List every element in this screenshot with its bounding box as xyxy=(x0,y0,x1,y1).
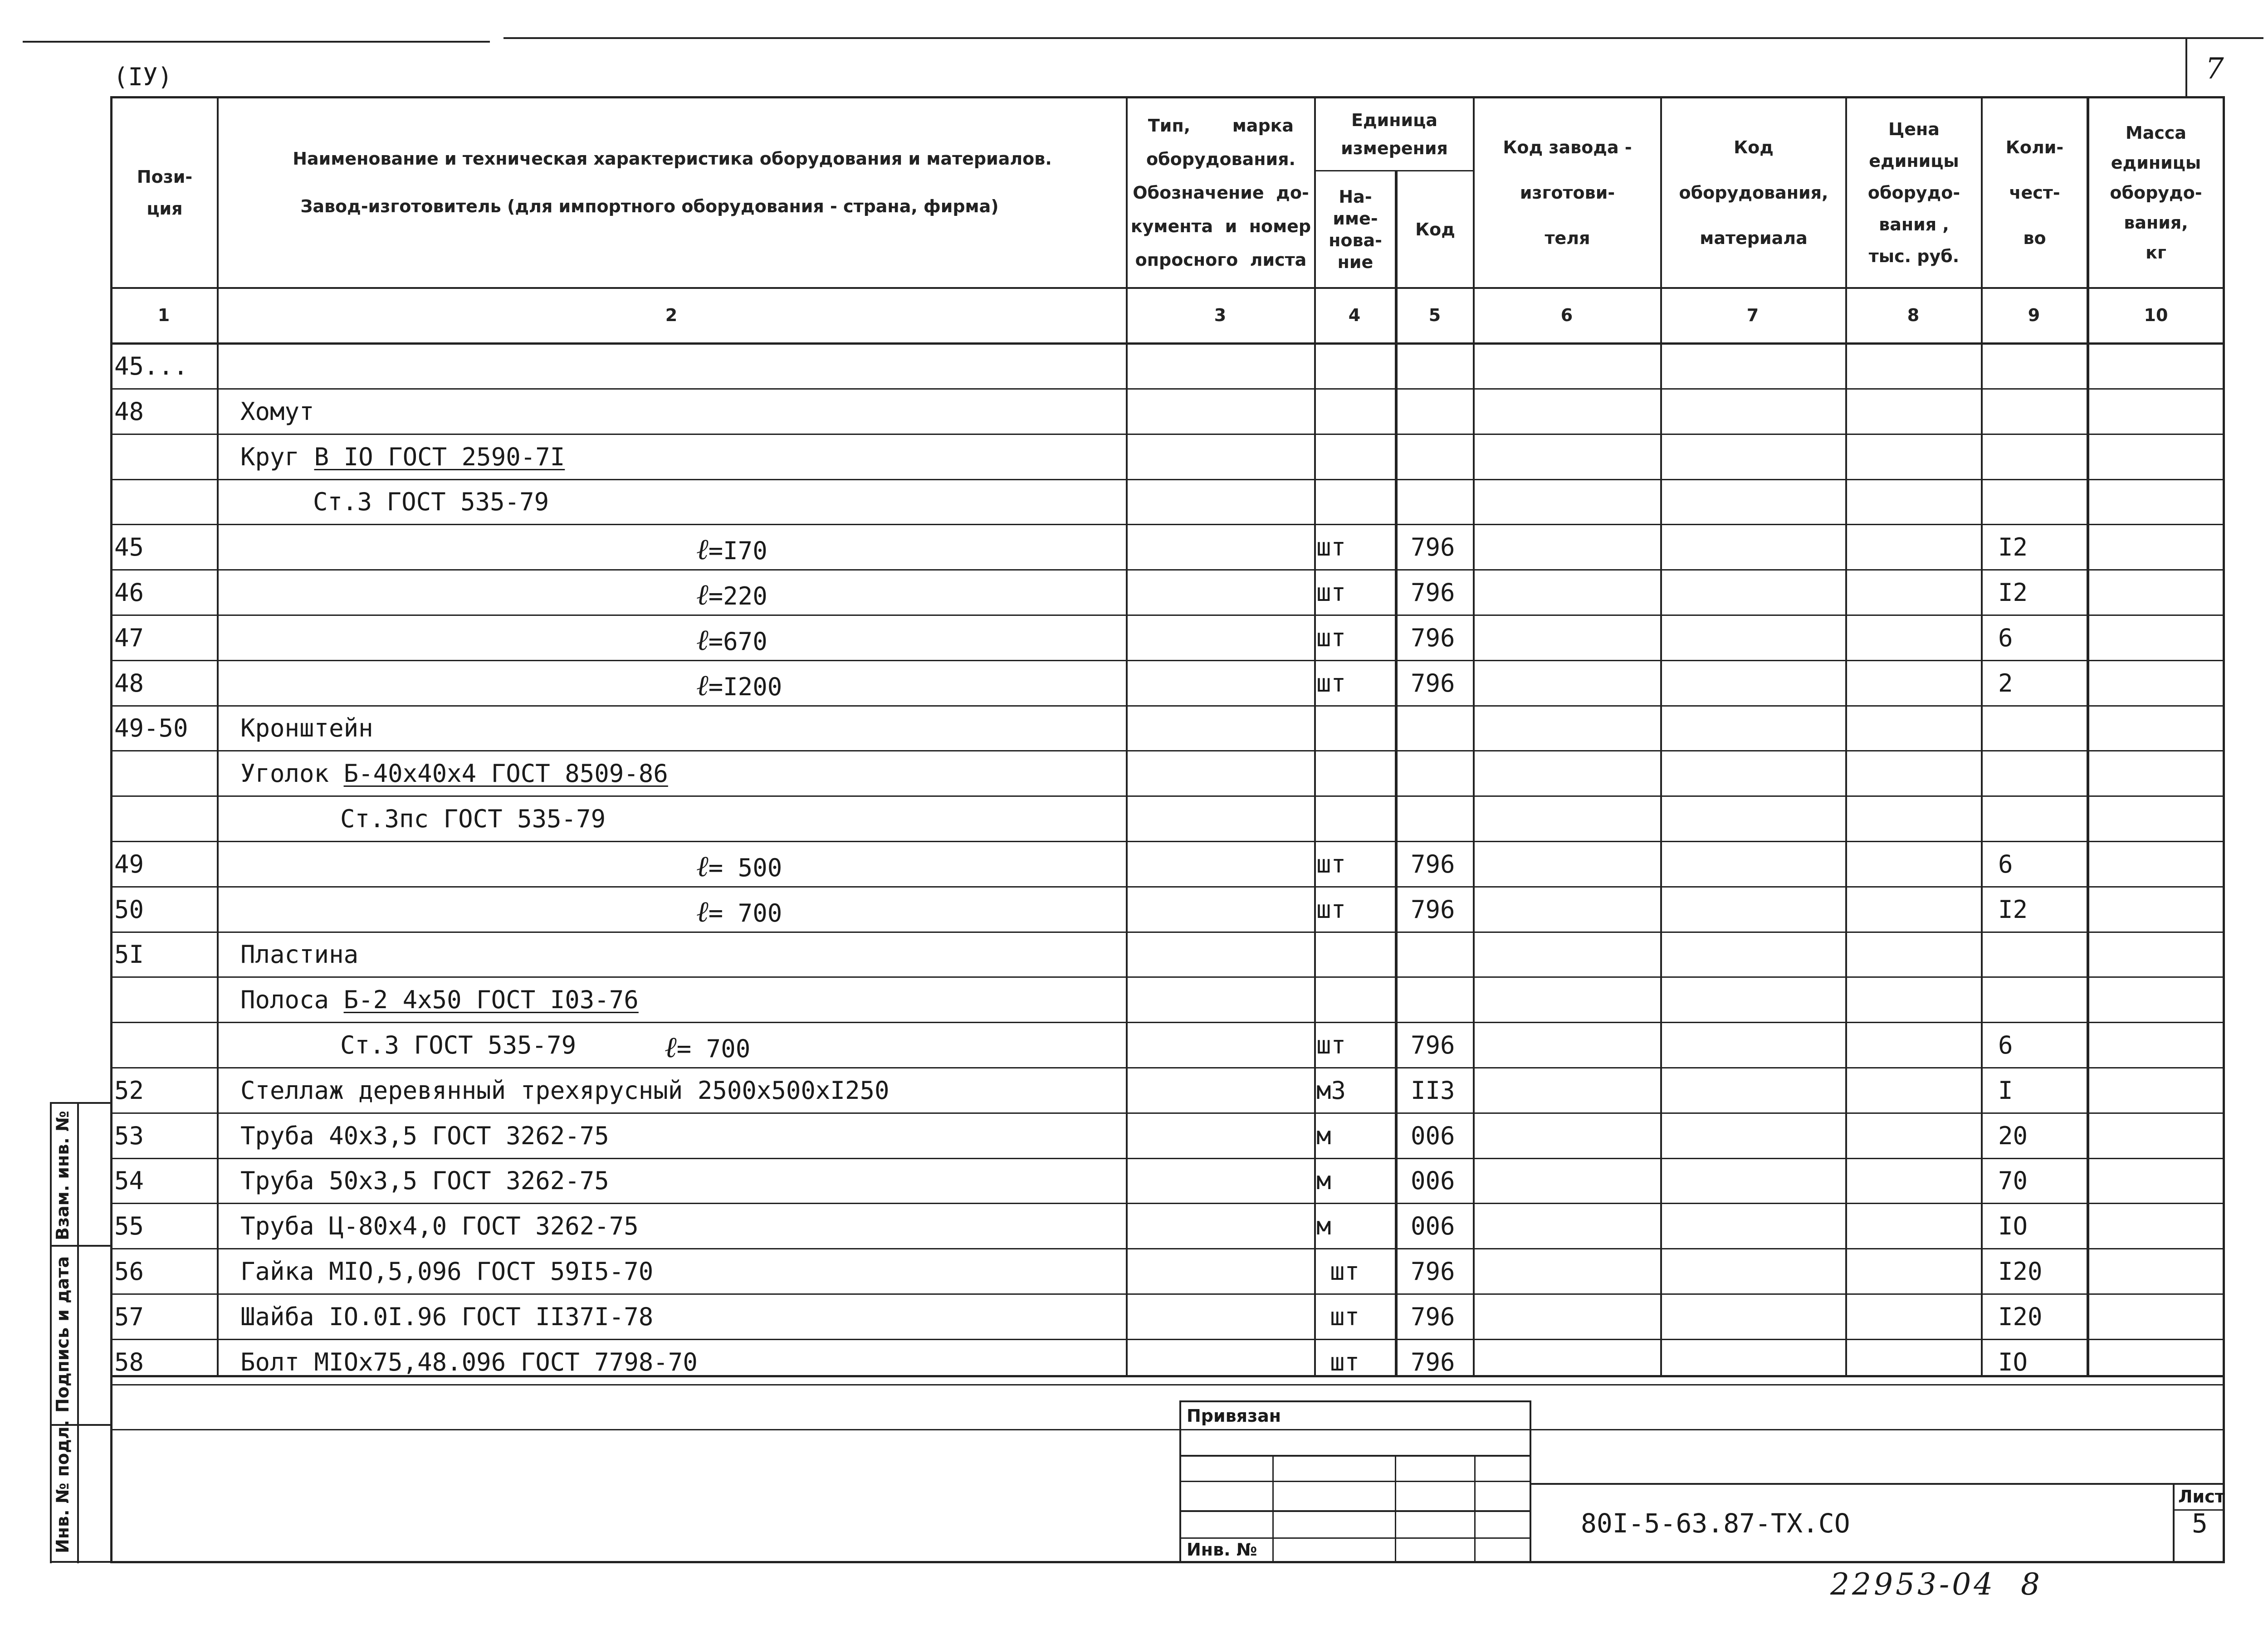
row-separator xyxy=(110,750,2225,751)
row-name-prefix: Уголок xyxy=(240,759,344,788)
row-unit-code: 796 xyxy=(1411,669,1455,697)
row-position: 45 xyxy=(114,533,144,561)
column-number-8: 8 xyxy=(1907,305,1920,325)
row-position: 46 xyxy=(114,578,144,607)
row-separator xyxy=(110,1022,2225,1023)
row-separator xyxy=(110,388,2225,390)
row-separator xyxy=(110,1429,2225,1430)
row-separator xyxy=(110,1112,2225,1114)
row-unit: шт xyxy=(1316,578,1346,607)
header-name-line2: Завод-изготовитель (для импортного оборудования - страна, фирма) xyxy=(300,196,999,216)
row-quantity: 6 xyxy=(1998,1031,2013,1059)
row-unit-code: 796 xyxy=(1411,578,1455,607)
header-type-mark: Тип, марка оборудования. Обозначение до- кумента и номер опросного листа xyxy=(1130,116,1311,270)
binding-row4 xyxy=(1179,1537,1531,1539)
row-unit: шт xyxy=(1316,669,1346,697)
header-unit-mass: Масса единицы оборудо- вания, кг xyxy=(2110,123,2202,263)
row-separator xyxy=(110,569,2225,571)
row-separator xyxy=(110,1067,2225,1068)
row-separator xyxy=(110,886,2225,888)
row-name-prefix: Полоса xyxy=(240,985,344,1014)
col-line-5 xyxy=(1473,96,1475,1376)
row-length xyxy=(696,533,767,566)
header-unit-price: Цена единицы оборудо- вания , тыс. руб. xyxy=(1867,119,1960,266)
row-quantity: IO xyxy=(1998,1212,2028,1240)
row-separator xyxy=(110,1158,2225,1159)
length-value: = 700 xyxy=(676,1034,751,1063)
row-unit-code: 796 xyxy=(1411,895,1455,924)
row-unit-code: 006 xyxy=(1411,1212,1455,1240)
col-line-7 xyxy=(1845,96,1847,1376)
side-replaced-inv: Взам. инв. № xyxy=(53,1111,73,1240)
top-rule-right xyxy=(503,37,2263,39)
row-quantity: I2 xyxy=(1998,578,2028,607)
archive-suffix: 8 xyxy=(2021,1567,2040,1602)
side-stamp-bottom xyxy=(50,1561,111,1563)
row-length xyxy=(665,1031,750,1064)
row-name xyxy=(240,985,639,1014)
row-unit-code: 796 xyxy=(1411,1031,1455,1059)
header-equipment-code: Код оборудования, материала xyxy=(1679,137,1828,248)
header-name-line1: Наименование и техническая характеристика оборудования и материалов. xyxy=(293,149,1052,169)
row-separator xyxy=(110,795,2225,797)
row-quantity: 6 xyxy=(1998,624,2013,652)
row-unit-code: II3 xyxy=(1411,1076,1455,1105)
col-line-3 xyxy=(1314,96,1316,1376)
row-name-standard: В IO ГОСТ 2590-7I xyxy=(314,443,565,471)
row-position: 52 xyxy=(114,1076,144,1105)
col-line-1 xyxy=(217,96,219,1376)
length-symbol: ℓ xyxy=(696,624,709,657)
row-name: Ст.3 ГОСТ 535-79 xyxy=(340,1031,577,1059)
col-line-4 xyxy=(1395,170,1398,1376)
row-position: 55 xyxy=(114,1212,144,1240)
row-separator xyxy=(110,1384,2225,1385)
row-separator xyxy=(110,615,2225,616)
row-separator xyxy=(110,1203,2225,1204)
header-quantity: Коли- чест- во xyxy=(2005,137,2064,248)
column-number-10: 10 xyxy=(2144,305,2168,325)
row-quantity: 70 xyxy=(1998,1166,2028,1195)
binding-row1 xyxy=(1179,1455,1531,1457)
length-symbol: ℓ xyxy=(696,533,709,566)
col-line-8 xyxy=(1981,96,1983,1376)
row-quantity: I2 xyxy=(1998,895,2028,924)
row-position: 50 xyxy=(114,895,144,924)
row-position: 53 xyxy=(114,1122,144,1150)
row-unit: шт xyxy=(1316,533,1346,561)
column-number-7: 7 xyxy=(1746,305,1759,325)
column-number-9: 9 xyxy=(2028,305,2040,325)
row-length xyxy=(696,578,767,612)
length-value: =I70 xyxy=(708,537,767,565)
binding-col3 xyxy=(1474,1455,1476,1561)
sheet-number: 5 xyxy=(2192,1508,2208,1539)
row-unit: шт xyxy=(1330,1348,1360,1376)
row-separator xyxy=(110,1293,2225,1295)
row-unit-code: 796 xyxy=(1411,533,1455,561)
row-name-prefix: Круг xyxy=(240,443,314,471)
row-quantity: IO xyxy=(1998,1348,2028,1376)
row-quantity: I2 xyxy=(1998,533,2028,561)
row-position: 49 xyxy=(114,850,144,878)
row-name: Болт МIOх75,48.096 ГОСТ 7798-70 xyxy=(240,1348,698,1376)
sheet-label: Лист xyxy=(2178,1487,2225,1507)
top-rule-left xyxy=(23,41,490,43)
binding-row2 xyxy=(1179,1481,1531,1482)
column-number-4: 4 xyxy=(1348,305,1361,325)
row-separator xyxy=(110,479,2225,480)
colnum-bottom-line xyxy=(110,342,2225,345)
corner-box-left xyxy=(2185,39,2187,98)
row-position: 48 xyxy=(114,397,144,426)
row-position: 57 xyxy=(114,1302,144,1331)
row-quantity: I20 xyxy=(1998,1302,2043,1331)
col-line-6 xyxy=(1660,96,1662,1376)
length-symbol: ℓ xyxy=(696,669,709,702)
header-unit: Единица измерения xyxy=(1341,110,1448,158)
row-unit-code: 006 xyxy=(1411,1122,1455,1150)
row-position: 45... xyxy=(114,352,188,380)
row-separator xyxy=(110,976,2225,978)
row-position: 47 xyxy=(114,624,144,652)
side-stamp-top xyxy=(50,1102,111,1104)
binding-title: Привязан xyxy=(1187,1406,1281,1426)
header-unit-name: На- име- нова- ние xyxy=(1329,187,1382,272)
row-quantity: I xyxy=(1998,1076,2013,1105)
frame-left xyxy=(110,96,112,1563)
row-position: 48 xyxy=(114,669,144,697)
side-stamp-div1 xyxy=(50,1245,111,1247)
unit-subheader-line xyxy=(1314,170,1473,171)
length-value: = 700 xyxy=(708,899,782,927)
length-value: = 500 xyxy=(708,854,782,882)
side-stamp-mid xyxy=(77,1102,79,1563)
row-unit-code: 006 xyxy=(1411,1166,1455,1195)
length-value: =I200 xyxy=(708,673,782,701)
row-name: Хомут xyxy=(240,397,314,426)
row-quantity: 6 xyxy=(1998,850,2013,878)
row-name: Гайка МIO,5,096 ГОСТ 59I5-70 xyxy=(240,1257,654,1286)
row-separator xyxy=(110,1248,2225,1249)
row-position: 54 xyxy=(114,1166,144,1195)
side-sign-date: Подпись и дата xyxy=(53,1256,73,1413)
row-unit: шт xyxy=(1316,624,1346,652)
row-unit: шт xyxy=(1330,1257,1360,1286)
row-separator xyxy=(110,932,2225,933)
length-symbol: ℓ xyxy=(696,895,709,929)
row-unit: м xyxy=(1316,1212,1331,1240)
row-separator xyxy=(110,434,2225,435)
row-unit-code: 796 xyxy=(1411,1257,1455,1286)
binding-row3 xyxy=(1179,1510,1531,1512)
row-unit: шт xyxy=(1316,850,1346,878)
row-quantity: 2 xyxy=(1998,669,2013,697)
part-mark: (IУ) xyxy=(113,63,173,91)
row-name-standard: Б-2 4х50 ГОСТ I03-76 xyxy=(343,985,639,1014)
row-length xyxy=(696,669,782,702)
frame-bottom xyxy=(110,1561,2225,1563)
row-name: Ст.3пс ГОСТ 535-79 xyxy=(340,805,606,833)
row-name: Шайба IO.0I.96 ГОСТ II37I-78 xyxy=(240,1302,654,1331)
column-number-1: 1 xyxy=(157,305,170,325)
col-line-9 xyxy=(2087,96,2089,1376)
row-position: 5I xyxy=(114,940,144,969)
designation-code: 80I-5-63.87-TX.CO xyxy=(1581,1508,1850,1539)
row-separator xyxy=(110,705,2225,707)
row-quantity: I20 xyxy=(1998,1257,2043,1286)
row-length xyxy=(696,895,782,929)
row-separator xyxy=(110,524,2225,525)
length-value: =220 xyxy=(708,582,767,610)
sheet-box-left xyxy=(2173,1483,2175,1563)
column-number-5: 5 xyxy=(1428,305,1441,325)
row-name-standard: Б-40х40х4 ГОСТ 8509-86 xyxy=(343,759,668,788)
row-position: 58 xyxy=(114,1348,144,1376)
binding-inv-label: Инв. № xyxy=(1187,1540,1257,1560)
binding-col1 xyxy=(1272,1455,1274,1561)
row-length xyxy=(696,850,782,883)
row-unit: м xyxy=(1316,1166,1331,1195)
side-stamp-left xyxy=(50,1102,52,1563)
row-separator xyxy=(110,660,2225,661)
row-unit-code: 796 xyxy=(1411,1348,1455,1376)
row-unit: м xyxy=(1316,1122,1331,1150)
column-number-2: 2 xyxy=(665,305,678,325)
row-unit: м3 xyxy=(1316,1076,1346,1105)
row-length xyxy=(696,624,767,657)
row-unit: шт xyxy=(1330,1302,1360,1331)
row-quantity: 20 xyxy=(1998,1122,2028,1150)
row-name xyxy=(240,759,668,788)
binding-col2 xyxy=(1395,1455,1396,1561)
row-unit: шт xyxy=(1316,895,1346,924)
row-name: Труба 50х3,5 ГОСТ 3262-75 xyxy=(240,1166,609,1195)
row-name xyxy=(240,443,565,471)
archive-number: 22953-04 xyxy=(1830,1567,1996,1602)
header-factory-code: Код завода - изготови- теля xyxy=(1503,137,1632,248)
row-name: Стеллаж деревянный трехярусный 2500х500хI250 xyxy=(240,1076,890,1105)
corner-number: 7 xyxy=(2205,52,2224,86)
col-line-2 xyxy=(1126,96,1128,1376)
row-name: Кронштейн xyxy=(240,714,373,742)
length-symbol: ℓ xyxy=(696,850,709,883)
row-unit-code: 796 xyxy=(1411,624,1455,652)
row-separator xyxy=(110,1339,2225,1340)
column-number-3: 3 xyxy=(1214,305,1227,325)
row-position: 56 xyxy=(114,1257,144,1286)
row-unit-code: 796 xyxy=(1411,850,1455,878)
row-unit-code: 796 xyxy=(1411,1302,1455,1331)
row-unit: шт xyxy=(1316,1031,1346,1059)
row-separator xyxy=(110,841,2225,842)
length-symbol: ℓ xyxy=(665,1031,677,1064)
length-value: =670 xyxy=(708,627,767,656)
side-original-inv: Инв. № подл. xyxy=(53,1419,73,1553)
row-name: Труба 40х3,5 ГОСТ 3262-75 xyxy=(240,1122,609,1150)
length-symbol: ℓ xyxy=(696,578,709,612)
header-bottom-line xyxy=(110,287,2225,289)
row-name: Пластина xyxy=(240,940,359,969)
header-unit-code: Код xyxy=(1415,219,1455,239)
binding-top xyxy=(1179,1400,1531,1402)
frame-right xyxy=(2223,96,2225,1563)
designation-top xyxy=(1530,1483,2225,1485)
row-name: Ст.3 ГОСТ 535-79 xyxy=(313,488,549,516)
row-name: Труба Ц-80х4,0 ГОСТ 3262-75 xyxy=(240,1212,639,1240)
row-position: 49-50 xyxy=(114,714,188,742)
column-number-6: 6 xyxy=(1560,305,1573,325)
header-position: Пози- ция xyxy=(137,167,193,219)
